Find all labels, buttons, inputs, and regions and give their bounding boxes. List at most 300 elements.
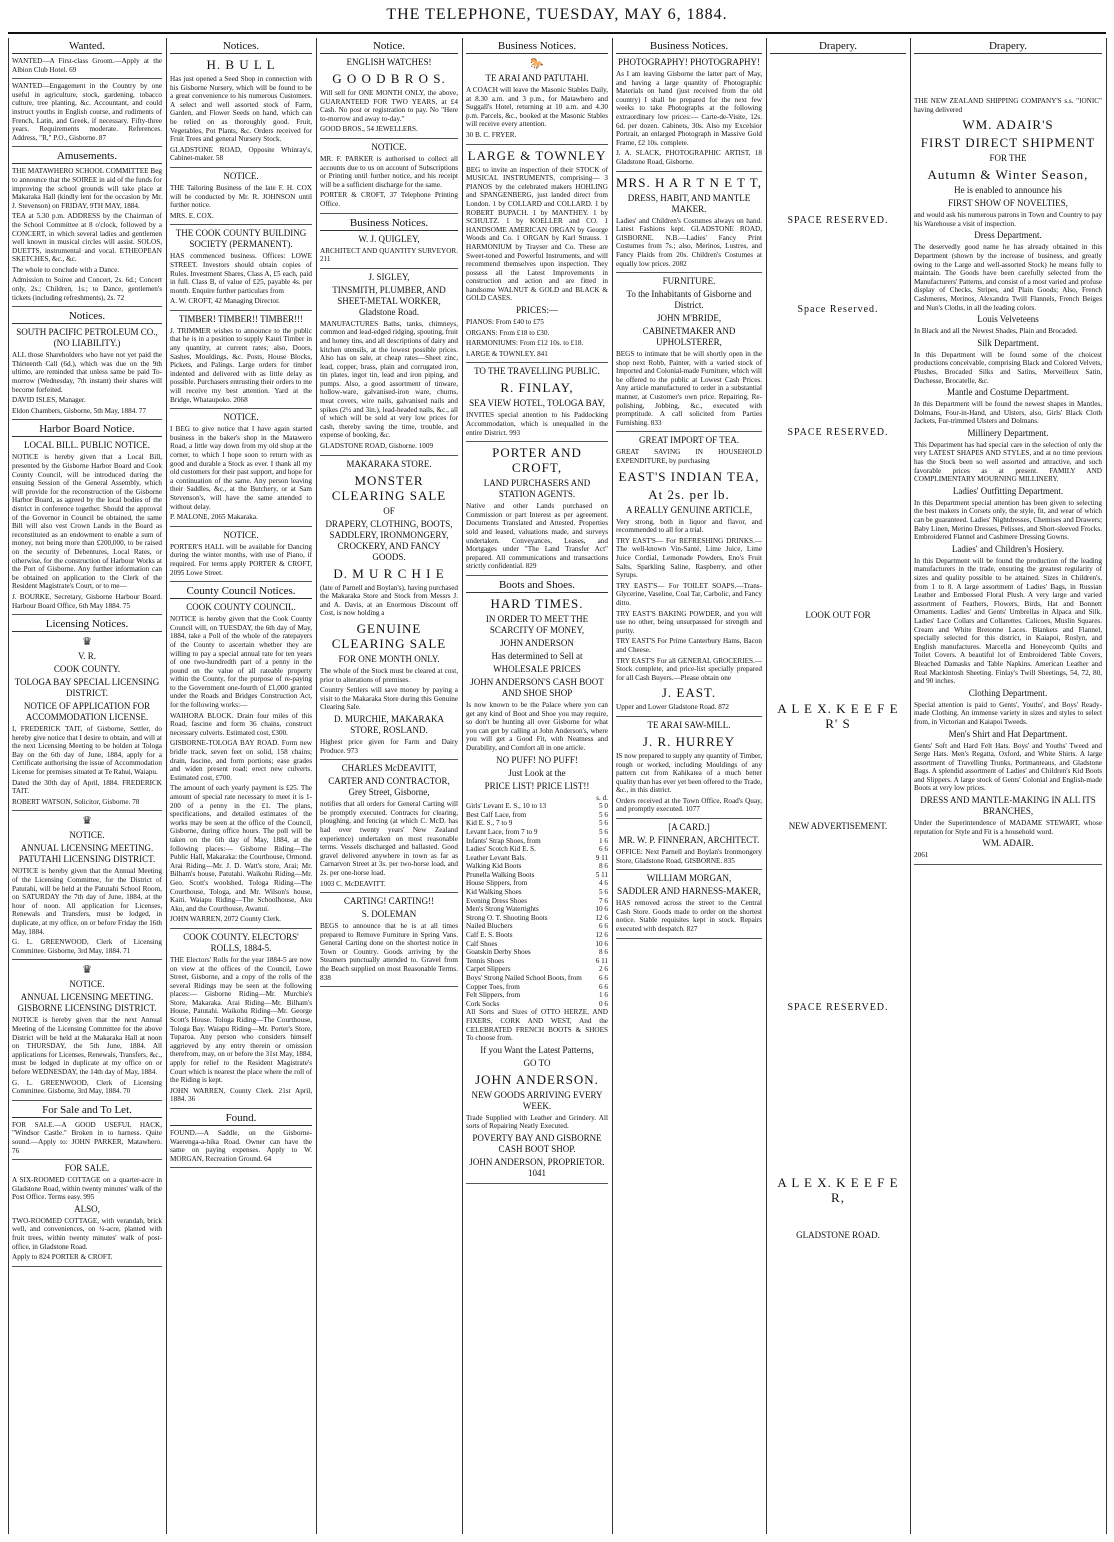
ad-east-tea	[616, 435, 762, 716]
price-value: 1 6	[599, 991, 608, 1000]
price-value: 5 6	[599, 819, 608, 828]
ad-text: and would ask his numerous patrons in Town and Country to pay his Warehouse a visit of inspection.	[914, 211, 1102, 228]
ad-title: FIRST DIRECT SHIPMENT	[920, 135, 1096, 151]
ad-subtitle: OF	[383, 505, 395, 516]
ad-text: Trade Supplied with Leather and Grindery. All sorts of Repairing Neatly Executed.	[466, 1113, 608, 1131]
price-list-row	[466, 888, 608, 897]
department-heading: Silk Department.	[977, 337, 1039, 348]
section-heading-drapery: Drapery.	[914, 40, 1102, 54]
ad-subtitle: DRESS AND MANTLE-MAKING IN ALL ITS BRANCHES,	[920, 795, 1096, 817]
column-7	[910, 38, 1106, 1534]
ad-title: WILLIAM MORGAN,	[646, 873, 732, 884]
ad-quigley	[320, 234, 458, 269]
price-item: Strong O. T. Shooting Boots	[466, 913, 548, 922]
ad-text: Under the Superintendence of MADAME STEWART, whose reputation for Style and Fit is a household word.	[914, 819, 1102, 836]
ad-text: ALL those Shareholders who have not yet paid the Thirteenth Call (6d.), which was due on the 9th ultimo, are reminded that unless same be paid To-morrow (Wednesday, 7th instant) their shares will become forfeited.	[12, 351, 162, 394]
ad-text: HAS commenced business. Offices: LOWE STREET. Investors should obtain copies of Rules. Investment Shares, Class A, £5 each, paid in full. Class B, of value of £25, payable 4s. per month. Enquire further particulars from	[170, 252, 312, 295]
ad-signature: JOHN WARREN, 2072 County Clerk.	[170, 915, 281, 924]
price-item: Calf Shoes	[466, 939, 498, 948]
price-unit-header: s. d.	[596, 793, 608, 802]
section-heading-business: Business Notices.	[616, 40, 762, 54]
ad-bull-seed-shop	[170, 57, 312, 168]
section-heading-notices: Notices.	[12, 310, 162, 324]
ad-text: In this Department will be found the newest shapes in Mantles, Dolmans, Four-in-Hand, and Ulsters, also, Girls' Black Cloth Jackets, Fur-trimmed Ulsters and Dolmans.	[914, 400, 1102, 426]
price-value: 6 11	[595, 956, 608, 965]
ad-subtitle: LAND PURCHASERS AND STATION AGENTS.	[483, 478, 591, 500]
ad-text: NOTICE is hereby given that the Cook County Council will, on TUESDAY, the 6th day of May, 1884, take a Poll of the whole of the ratepayers of the County to ascertain whether they are willing to pay a special annual rate for ten years of one two-hundredth part of a penny in the pound on the value of all rateable property within the County, for the purpose of re-paying to the Government one-fourth of £1,000 granted under the Roads and Bridges Construction Act, for the following works:—	[170, 615, 312, 710]
ad-title: D. M U R C H I E	[333, 565, 445, 581]
ad-subtitle: ALSO,	[74, 1203, 100, 1214]
price-item: Girls' Levant E. S., 10 to 13	[466, 802, 547, 811]
price-value: 6 6	[599, 922, 608, 931]
ad-text: GISBORNE-TOLOGA BAY ROAD. Form new bridle track, seven feet on solid, 158 chains; drain, fascine, and form portions; ease grades and widen present road; erect new culverts. Estimated cost, £700.	[170, 739, 312, 782]
price-list-row	[466, 837, 608, 846]
masthead: THE TELEPHONE, TUESDAY, MAY 6, 1884.	[386, 6, 728, 23]
price-item: Nailed Bluchers	[466, 922, 513, 931]
ad-title: JOHN M'BRIDE,	[656, 313, 722, 324]
ad-text: Has just opened a Seed Shop in connection with his Gisborne Nursery, which will be found to be a great convenience to his numerous Customers. A select and well assorted stock of Farm, Garden, and Flower Seeds on hand, which can be relied on as thoroughly good. Fruit, Vegetables, Pot Plants, &c. Orders received for Fruit Trees and general Nursery Stock.	[170, 75, 312, 144]
ad-title: MONSTER CLEARING SALE	[331, 472, 447, 503]
price-value: 5 11	[595, 870, 608, 879]
ad-hartnett	[616, 175, 762, 274]
ad-found-saddle	[170, 1129, 312, 1168]
ad-title: COOK COUNTY COUNCIL.	[186, 602, 296, 613]
ad-text: Dated the 30th day of April, 1884. FREDERICK TAIT.	[12, 778, 162, 796]
spacer	[770, 734, 906, 819]
ad-text: A COACH will leave the Masonic Stables Daily, at 8.30 a.m. and 3 p.m., for Matawhero and Suggall's Hotel, returning at 10 a.m. and 4.30 p.m. Parcels, &c., booked at the Masonic Stables will receive every attention.	[466, 86, 608, 129]
column-6	[766, 38, 910, 1534]
ad-title: WHOLESALE PRICES	[493, 663, 581, 674]
column-1	[8, 38, 166, 1534]
price-item: Kid Walking Shoes	[466, 888, 522, 897]
price-list-row	[466, 897, 608, 906]
price-list-row	[466, 1000, 608, 1009]
ad-text: TRY EAST'S BAKING POWDER, and you will use no other, being unsurpassed for strength and purity.	[616, 609, 762, 635]
price-list-row	[466, 845, 608, 854]
ad-text: Admission to Soiree and Concert, 2s. 6d.; Concert only, 2s.; Children, 1s.; to Dance, gentlemen's tickets (including refreshments), 2s. 72	[12, 276, 162, 302]
price-value: 8 6	[599, 862, 608, 871]
ad-sigley	[320, 272, 458, 456]
price-value: 5 0	[599, 802, 608, 811]
ad-subtitle: MAKARAKA STORE.	[346, 458, 432, 469]
price-list-row	[466, 879, 608, 888]
ad-text: NOTICE is hereby given that the Annual Meeting of the Licensing Committee, for the District of Patutahi, will be held at the Patutahi School Room, on SATURDAY the 7th day of June, 1884, at the hour of noon. All application for Licenses, Renewals and Transfers, must be lodged, in duplicate, at my office, on or before Friday the 16th May, 1884.	[12, 867, 162, 936]
royal-crest-icon: ♛	[82, 636, 92, 649]
ad-text: I BEG to give notice that I have again started business in the baker's shop in the Matawero Road, a little way down from my old shop at the corner, to which I hope soon to return with as good and durable a Stock as ever. I thank all my old customers for their past support, and hope for a continuation of the same. Any person leaving their Saddles, &c., at the Butchery, or at Sam Stevenson's, will have the same attended to without delay.	[170, 425, 312, 511]
ad-address: GLADSTONE ROAD, Gisborne. 1009	[320, 442, 434, 451]
ad-makaraka-store	[320, 459, 458, 761]
spacer	[770, 438, 906, 608]
ad-text: THE MATAWHERO SCHOOL COMMITTEE Beg to announce that the SOIREE in aid of the funds for improving the school grounds will take place at Makaraka Hall (kindly lent for the occasion by Mr. J. Stevenson) on FRIDAY, 9TH MAY, 1884.	[12, 167, 162, 210]
ad-text: TEA at 5.30 p.m. ADDRESS by the Chairman of the School Committee at 8 o'clock, followed by a CONCERT, in which several ladies and gentlemen well known in musical circles will assist. SOLOS, DUETTS, instrumental and vocal. ETHEOPEAN SKETCHES, &c., &c.	[12, 212, 162, 264]
price-list-row	[466, 940, 608, 949]
ad-building-society	[170, 228, 312, 311]
price-list	[466, 802, 608, 1008]
ad-text: HAS removed across the street to the Central Cash Store. Goods made to order on the shortest notice. Stable requisites kept in stock. Repairs executed with despatch. 827	[616, 899, 762, 934]
price-value: 0 6	[599, 999, 608, 1008]
ad-parker-accounts	[320, 142, 458, 214]
ad-text: Highest price given for Farm and Dairy Produce. 973	[320, 737, 458, 755]
price-list-row	[466, 983, 608, 992]
ad-text: Orders received at the Town Office, Road's Quay, and promptly executed. 1077	[616, 796, 762, 814]
spacer	[770, 57, 906, 217]
spacer	[770, 1208, 906, 1228]
ad-text: NOTICE is hereby given that a Local Bill, presented by the Gisborne Harbor Board and Cook County Council, will be introduced during the ensuing Session of the General Assembly, which will provide for the reconstruction of the Gisborne Harbor Board, as agreed by the local bodies of the district in conference together. Should the approval of the Governor in Council be obtained, the same Bill will also vest Crown Lands in the Board as reconstituted as an endowment to enable a sum of money, not being more than £200,000, to be raised on the security of Debentures, Local Rates, or otherwise, for the construction of Harbour Works at the Port of Gisborne. Any further information can be obtained on application to the Clerk of the Resident Magistrate's Court, or to me—	[12, 453, 162, 591]
ad-saddler	[170, 412, 312, 527]
ad-text: I, FREDERICK TAIT, of Gisborne, Settler, do hereby give notice that I desire to obtain, and will at the next Licensing Meeting to be holden at Tologa Bay on the 6th day of June, 1884, apply for a Certificate authorising the issue of Accommodation License for premises situated at Te Rahui, Waiapu.	[12, 725, 162, 777]
ad-text: INVITES special attention to his Paddocking Accommodation, which is unequalled in the entire District. 993	[466, 411, 608, 437]
ad-tologa-license	[12, 635, 162, 811]
ad-title: R. FINLAY,	[500, 380, 574, 396]
keefer-address: GLADSTONE ROAD.	[796, 1230, 880, 1241]
royal-crest-icon: ♛	[82, 815, 92, 828]
ad-timber	[170, 314, 312, 409]
price-item: Copper Toes, from	[466, 982, 520, 991]
ad-signature: 30 B. C. FRYER.	[466, 130, 517, 139]
section-heading-for-sale: For Sale and To Let.	[12, 1104, 162, 1118]
section-heading-business: Business Notices.	[466, 40, 608, 54]
ad-subtitle: TINSMITH, PLUMBER, AND SHEET-METAL WORKER, Gladstone Road.	[332, 284, 446, 317]
ad-text: Ladies' and Children's Costumes always on hand. Latest Fashions kept. GLADSTONE ROAD, GISBORNE. N.B.—Ladies' Fancy Print Costumes from 7s.; also, Merinos, Lustres, and Fancy Plaids from 20s. Children's Costumes at equally low prices. 2082	[616, 216, 762, 268]
section-heading-licensing: Licensing Notices.	[12, 618, 162, 632]
look-out-for: LOOK OUT FOR	[805, 609, 871, 620]
ad-subtitle: SEA VIEW HOTEL, TOLOGA BAY,	[469, 398, 605, 409]
ad-large-townley	[466, 148, 608, 364]
spacer	[914, 57, 1102, 97]
price-value: 5 6	[599, 827, 608, 836]
ad-mcbride-furniture	[616, 276, 762, 432]
ad-text: A SIX-ROOMED COTTAGE on a quarter-acre in Gladstone Road, within twenty minutes' walk of the Post Office. Terms easy. 995	[12, 1176, 162, 1202]
price-item: Cork Socks	[466, 999, 500, 1008]
ad-text: The amount of each yearly payment is £25. The amount of special rate necessary to meet it is 1-200 of a penny in the £1. The plans, specifications, and detailed estimates of the works may be seen at the office of the Council, Gisborne, during office hours. The poll will be taken on the 6th day of May, 1884, at the following places:— Gisborne Riding—The Public Hall, Makaraka: the Courthouse, Ormond. Arai Riding—Mr. J. D. Watt's store, Arai; Mr. Bilham's house, Patutahi. Waikohu Riding—Mr. Geo. Scott's woolshed. Tologa Riding—The Courthouse, Tologa, and Mr. Wilson's house, Kaiti. Waiapu Riding—The Schoolhouse, Aku Aku, and the Courthouse, Awanui.	[170, 784, 312, 913]
section-heading-notice: Notice.	[320, 40, 458, 54]
ad-signature: A. W. CROFT, 42 Managing Director.	[170, 297, 280, 306]
ad-text: FOR SALE.—A GOOD USEFUL HACK, "Windsor Castle." Broken in to harness. Quite sound.—Apply to: JOHN PARKER, Matawhero. 76	[12, 1120, 162, 1155]
ad-title: At 2s. per lb.	[648, 486, 730, 502]
section-heading-county-council: County Council Notices.	[170, 585, 312, 599]
price-list-row	[466, 948, 608, 957]
ad-subtitle: TO THE TRAVELLING PUBLIC.	[474, 366, 600, 377]
ad-title: PORTER AND CROFT,	[492, 445, 582, 476]
ad-coach	[466, 57, 608, 145]
ad-signature: 1003 C. McDEAVITT.	[320, 879, 386, 888]
ad-subtitle: PRICES:—	[515, 305, 558, 316]
ad-petroleum	[12, 327, 162, 420]
ad-title: S. DOLEMAN	[361, 909, 417, 920]
ad-signature: PORTER & CROFT, 37 Telephone Printing Office.	[320, 191, 458, 208]
price-value: 12 6	[595, 931, 608, 940]
ad-title: J. SIGLEY,	[368, 271, 410, 282]
price-value: 10 6	[595, 905, 608, 914]
ad-text: FOUND.—A Saddle, on the Gisborne-Waerenga-a-hika Road. Owner can have the same on paying expenses. Apply to W. MORGAN, Recreation Ground. 64	[170, 1129, 312, 1163]
ad-title: W. J. QUIGLEY,	[358, 233, 420, 244]
price-value: 8 6	[599, 948, 608, 957]
ad-wanted-groom	[12, 57, 162, 79]
price-value: 9 11	[595, 853, 608, 862]
ad-title: NOTICE.	[223, 529, 259, 540]
department-heading: Men's Shirt and Hat Department.	[948, 728, 1068, 739]
ad-title: Autumn & Winter Season,	[927, 167, 1089, 183]
ad-title: JOHN ANDERSON	[500, 637, 574, 648]
ad-address: Upper and Lower Gladstone Road. 872	[616, 703, 729, 712]
ad-text: ARCHITECT AND QUANTITY SURVEYOR. 211	[320, 246, 458, 264]
ad-text: BEG to invite an inspection of their STOCK of MUSICAL INSTRUMENTS, comprising— 3 PIANOS by the celebrated makers HOHLING and SPANGENBERG, just landed direct from London. 1 by COLLARD and COLLARD. 1 by ROBERT BUPACH. 1 by MANTHEY. 1 by SCHULTZ. 1 by KOELLER and CO. 1 HANDSOME AMERICAN ORGAN by George Woods and Co. 1 ORGAN by Karl Strauss. 1 HARMONIUM by Trayser and Co. These are Sweet-toned and Powerful Instruments, and will recommend themselves upon inspection. They possess all the Latest Improvements in construction and action and are fitted in handsome WALNUT & GOLD and BLACK & GOLD CASES.	[466, 165, 608, 303]
ad-subtitle: ANNUAL LICENSING MEETING. PATUTAHI LICENSING DISTRICT.	[18, 843, 156, 865]
ad-county-poll	[170, 602, 312, 929]
ad-text: Is now known to be the Palace where you can get any kind of Boot and Shoe you may require, so don't be hunting all over Gisborne for what you can get by calling at John Anderson's, where you will get a Good Fit, with Neatness and Durability, and Comfort all in one article.	[466, 700, 608, 752]
coach-icon: 🐎	[530, 58, 544, 70]
ad-text: TWO-ROOMED COTTAGE, with verandah, brick well, and conveniences, on ¼-acre, planted with fruit trees, within twenty minutes' walk of post-office, in Gladstone Road.	[12, 1216, 162, 1251]
ad-text: Special attention is paid to Gents', Youths', and Boys' Ready-made Clothing. An immense variety in sizes and styles to select from, in Victorian and Kaiapoi Tweeds.	[914, 700, 1102, 726]
ad-title: LARGE & TOWNLEY	[467, 147, 607, 163]
ad-title: CHARLES McDEAVITT,	[341, 763, 437, 774]
price-list-row	[466, 862, 608, 871]
price-item: Ladies' Scotch Kid E. S.	[466, 845, 536, 854]
price-value: 6 6	[599, 982, 608, 991]
ad-text: MANUFACTURES Baths, tanks, chimneys, common and lead-edged ridging, spouting, fruit and honey tins, and all descriptions of dairy and kitchen utensils, at the lowest possible prices. Also has on sale, at cheap rates—Sheet zinc, lead, copper, brass, plain and corrugated iron, tin plates, ingot tin, lead and iron piping, and pumps. Also, a good assortment of tinware, hollow-ware, galvanised-iron ware, churns, meat covers, wire nails, galvanised nails and spikes (2½ and 3in.), lead-headed nails, &c., all of which will be sold at very low prices for cash, thereby saving the time, trouble, and expense of booking, &c.	[320, 319, 458, 440]
price-list-row	[466, 819, 608, 828]
price-list-row	[466, 871, 608, 880]
ad-text: BEGS to announce that he is at all times prepared to Remove Furniture in Spring Vans. General Carting done on the shortest notice in Town or Country. Goods arriving by the Steamers punctually attended to. Gravel from the Beach supplied on most Reasonable Terms. 838	[320, 922, 458, 982]
ad-title: TE ARAI AND PATUTAHI.	[485, 73, 589, 83]
ad-text: The whole to conclude with a Dance.	[12, 265, 120, 274]
department-heading: Millinery Department.	[967, 427, 1049, 438]
department-heading: Louis Velveteens	[977, 314, 1039, 325]
price-item: Calf E. S. Boots	[466, 931, 513, 940]
ad-electors-rolls	[170, 932, 312, 1109]
ad-subtitle: If you Want the Latest Patterns,	[480, 1044, 594, 1055]
ad-morgan-saddler	[616, 873, 762, 938]
ad-subtitle: TE ARAI SAW-MILL.	[647, 719, 731, 730]
ad-number: 2061	[914, 851, 929, 860]
ad-title: MR. W. P. FINNERAN, ARCHITECT.	[618, 835, 760, 846]
ad-harbor-bill	[12, 440, 162, 615]
ad-title: J. EAST.	[661, 685, 717, 701]
column-3	[316, 38, 462, 1534]
ad-mcdevitt	[320, 763, 458, 893]
ad-subtitle: To the Inhabitants of Gisborne and District.	[626, 289, 752, 311]
ad-title: NOTICE.	[69, 830, 105, 841]
ad-text: NOTICE is hereby given that the next Annual Meeting of the Licensing Committee for the above District will be held at the Makaraka Hall at noon on THURSDAY, the 5th June, 1884. All applications for Licenses, Renewals, Transfers, &c., must be lodged in duplicate at my office on or before WEDNESDAY, the 14th day of May, 1884.	[12, 1016, 162, 1076]
price-item: Felt Slippers, from	[466, 991, 521, 1000]
ad-text: In this Department special attention has been given to selecting the best makers in Corsets only, the style, fit, and wear of which can be guaranteed. Ladies' Nightdresses, Chemises and Drawers; Baby Linen, Merino Dresses, Pelisses, and Short-sleeved Frocks. Embroidered Flannel and Cashmere Dressing Gowns.	[914, 498, 1102, 542]
ad-signature: Apply to 824 PORTER & CROFT.	[12, 1253, 113, 1262]
ad-school-soiree	[12, 167, 162, 307]
ad-title: PRICE LIST! PRICE LIST!!	[484, 780, 590, 791]
ad-subtitle: A REALLY GENUINE ARTICLE,	[625, 504, 753, 515]
ad-subtitle: ANNUAL LICENSING MEETING. GISBORNE LICENSING DISTRICT.	[17, 992, 157, 1014]
spacer	[770, 226, 906, 306]
ad-hurrey-sawmill	[616, 720, 762, 819]
ad-text: In Black and all the Newest Shades, Plain and Brocaded.	[914, 327, 1078, 336]
ad-photography	[616, 57, 762, 172]
ad-text: notifies that all orders for General Carting will be promptly executed. Contracts for clearing, ploughing, and fencing (at which C. McD. has had over twenty years' New Zealand experience) undertaken on most reasonable terms. Vessels discharged and ballasted. Good gravel delivered anywhere in town as far as Carnarvon Street at 3s. per two-horse load, and 2s. per one-horse load.	[320, 800, 458, 877]
ad-title: NOTICE.	[223, 412, 259, 423]
ad-title: J. R. HURREY	[642, 733, 736, 749]
ad-subtitle: CARTER AND CONTRACTOR, Grey Street, Gisborne,	[328, 776, 450, 798]
ad-text: This Department has had special care in the selection of only the very LATEST SHAPES AND STYLES, and at no time previous has the Stock been so well assorted and attractive, and such favorable prices as at present. FAMILY AND COMPLIMENTARY MOURNING MILLINERY.	[914, 440, 1102, 484]
ad-subtitle: [A CARD.]	[668, 822, 710, 833]
price-item: Infants' Strap Shoes, from	[466, 836, 541, 845]
ad-text: PORTER'S HALL will be available for Dancing during the winter months, with use of Piano, if required. For terms apply PORTER & CROFT, 2095 Lowe Street.	[170, 542, 312, 577]
ad-subtitle: Has determined to Sell at	[491, 650, 583, 661]
ad-finlay	[466, 366, 608, 442]
ad-text: BEGS to intimate that he will shortly open in the shop next Robb, Painter, with a varied stock of Imported and Colonial-made Furniture, which will be offered to the public at Lowest Cash Prices. Any article manufactured to order in a substantial manner, at Customer's own price. Repairing, Re-polishing, Jobbing, &c., executed with promptitude. A call solicited from Parties Furnishing. 833	[616, 350, 762, 427]
new-advertisement: NEW ADVERTISEMENT.	[788, 820, 888, 831]
ad-text: THE Tailoring Business of the late F. H. COX will be conducted by Mr. R. JOHNSON until further notice.	[170, 183, 312, 210]
ad-porter-croft-land	[466, 445, 608, 576]
ad-adair-drapery	[914, 97, 1102, 865]
ad-subtitle: JOHN ANDERSON'S CASH BOOT AND SHOE SHOP	[470, 676, 604, 698]
spacer	[770, 314, 906, 429]
ad-text: MR. F. PARKER is authorised to collect all accounts due to us on account of Subscriptions or Printing until further notice, and his receipt will be a sufficient discharge for the same.	[320, 154, 458, 189]
ad-text: PIANOS: From £40 to £75	[466, 318, 544, 327]
ad-patutahi-licensing	[12, 814, 162, 960]
ad-text: TRY EAST'S For all GENERAL GROCERIES.—Stock complete, and price-list specially prepared for all Cash Buyers.—Please obtain one	[616, 656, 762, 682]
ad-porters-hall	[170, 530, 312, 582]
ad-text: (late of Parnell and Boylan's), having purchased the Makaraka Store and Stock from Messrs J. and A. Davis, at an Enormous Discount off Cost, is now holding a	[320, 583, 459, 618]
ad-signature: D. MURCHIE, MAKARAKA STORE, ROSLAND.	[333, 713, 444, 735]
price-item: Prunella Walking Boots	[466, 870, 535, 879]
column-5	[612, 38, 766, 1534]
ad-doleman-carting	[320, 896, 458, 987]
ad-title: MRS. H A R T N E T T,	[616, 174, 762, 190]
department-heading: Ladies' Outfitting Department.	[952, 485, 1064, 496]
ad-gisborne-licensing	[12, 963, 162, 1100]
ad-title: WM. ADAIR'S	[962, 117, 1054, 133]
ad-subtitle: GO TO	[523, 1057, 551, 1068]
price-list-row	[466, 802, 608, 811]
ad-subtitle: Just Look at the	[508, 767, 566, 778]
price-list-row	[466, 974, 608, 983]
ad-title: HARD TIMES.	[490, 595, 584, 611]
ad-title: PHOTOGRAPHY! PHOTOGRAPHY!	[618, 57, 760, 67]
section-heading-found: Found.	[170, 1112, 312, 1126]
department-heading: Ladies' and Children's Hosiery.	[951, 543, 1065, 554]
ad-title: COOK COUNTY. ELECTORS' ROLLS, 1884-5.	[183, 931, 299, 953]
ad-signature: WM. ADAIR.	[982, 838, 1034, 849]
section-heading-harbor: Harbor Board Notice.	[12, 423, 162, 437]
ad-text: The deservedly good name he has already obtained in this Department (shown by the increase of business, and greatly owing to the Large and well-assorted Stock) he means fully to maintain. The Goods have been carefully selected from the Manufacturers' Patterns, and consist of a most varied and profuse display of Checks, Stripes, and Plain Goods; Also, French Cashmeres, Merinos, Alexandra Twill Flannels, French Beiges and Nun's Cloths, in all the leading colors.	[914, 243, 1102, 312]
ad-finneran	[616, 822, 762, 870]
ad-subtitle: TOLOGA BAY SPECIAL LICENSING DISTRICT.	[14, 677, 160, 699]
price-item: Tennis Shoes	[466, 956, 505, 965]
price-list-row	[466, 957, 608, 966]
ad-title: FURNITURE.	[662, 276, 716, 287]
ad-title: NOTICE.	[69, 979, 105, 990]
ad-title: TIMBER! TIMBER!! TIMBER!!!	[178, 313, 304, 324]
ad-text: THE NEW ZEALAND SHIPPING COMPANY'S s.s. "IONIC" having delivered	[914, 97, 1102, 114]
ad-signature: MRS. E. COX.	[170, 211, 214, 220]
ad-text: TRY EAST'S— For REFRESHING DRINKS.—The well-known Vin-Santé, Lime Juice, Lime Juice Cordial, Lemonade Powders, Eno's Fruit Salts, Sparkling Saline, Raspberry, and other Syrups.	[616, 536, 762, 580]
ad-address: GLADSTONE ROAD, Opposite Whinray's, Cabinet-maker. 58	[170, 145, 312, 163]
ad-wanted-engagement	[12, 82, 162, 147]
price-list-row	[466, 922, 608, 931]
space-reserved: SPACE RESERVED.	[787, 215, 889, 226]
ad-title: FOR SALE.	[64, 1163, 110, 1174]
ad-title: H. B U L L	[206, 57, 276, 72]
section-heading-drapery: Drapery.	[770, 40, 906, 54]
ad-good-bros	[320, 57, 458, 139]
ad-title: GENUINE CLEARING SALE	[331, 621, 447, 651]
column-4	[462, 38, 612, 1534]
ad-subtitle: POVERTY BAY AND GISBORNE CASH BOOT SHOP.	[472, 1132, 602, 1154]
ad-signature: G. L. GREENWOOD, Clerk of Licensing Committee. Gisborne, 3rd May, 1884. 70	[12, 1078, 162, 1096]
price-list-row	[466, 965, 608, 974]
ad-title: NOTICE.	[223, 170, 259, 181]
ad-title: LOCAL BILL. PUBLIC NOTICE.	[24, 440, 150, 451]
price-list-row	[466, 811, 608, 820]
spacer	[770, 834, 906, 1004]
ad-subtitle: CABINETMAKER AND UPHOLSTERER,	[642, 326, 736, 348]
ad-text: WANTED—A First-class Groom.—Apply at the Albion Club Hotel. 69	[12, 57, 162, 74]
ad-text: WANTED—Engagement in the Country by one useful in agriculture, stock, gardening, tobacco culture, tree planting, &c. Accountant, and could instruct youths in English course, and rudiments of French, Latin, and Greek, if necessary. Fifty-three years. Requirements moderate. References. Address, "R," P.O., Gisborne. 87	[12, 82, 162, 142]
ad-subtitle: ENGLISH WATCHES!	[346, 57, 432, 67]
ad-text: Very strong, both in liquor and flavor, and recommended to all for a trial.	[616, 517, 762, 535]
price-item: Men's Strong Watertights	[466, 905, 539, 914]
ad-signature: JOHN WARREN, County Clerk. 21st April, 1884. 36	[170, 1086, 312, 1104]
section-heading-wanted: Wanted.	[12, 40, 162, 54]
price-value: 10 6	[595, 939, 608, 948]
column-rule	[1106, 38, 1107, 1534]
ad-text: OFFICE: Next Parnell and Boylan's Ironmongery Store, Gladstone Road, GISBORNE. 835	[616, 848, 762, 865]
price-list-row	[466, 828, 608, 837]
ad-subtitle: FOR ONE MONTH ONLY.	[338, 654, 440, 664]
ad-title: JOHN ANDERSON.	[475, 1071, 599, 1087]
royal-crest-icon: ♛	[82, 964, 92, 977]
ad-text: Gents' Soft and Hard Felt Hats. Boys' and Youths' Tweed and Serge Hats. Men's Regatta, Oxford, and White Shirts. A large assortment of Travelling Trunks, Portmanteaus, and Gladstone Bags. A splendid assortment of Ladies' and Children's Kid Boots and Slippers. A large stock of Gents' Colonial and English-made Boots at very low prices.	[914, 741, 1102, 793]
ad-text: TRY EAST'S— For TOILET SOAPS.—Trans-Glycerine, Vaseline, Coal Tar, Carbolic, and Fancy ditto.	[616, 581, 762, 607]
ad-address: Eldon Chambers, Gisborne, 5th May, 1884. 77	[12, 406, 147, 415]
ad-signature: G. L. GREENWOOD, Clerk of Licensing Committee. Gisborne, 3rd May, 1884. 71	[12, 938, 162, 955]
ad-subtitle: SADDLER AND HARNESS-MAKER,	[617, 886, 761, 897]
ad-text: All Sorts and Sizes of OTTO HERZE, AND FIXERS, CORK AND WEST, And the CELEBRATED FRENCH BOOTS & SHOES To choose from.	[466, 1008, 608, 1043]
price-item: Goatskin Derby Shoes	[466, 948, 531, 957]
ad-subtitle: FIRST SHOW OF NOVELTIES,	[948, 198, 1068, 209]
ad-title: V. R.	[77, 651, 97, 662]
ad-signature: J. BOURKE, Secretary, Gisborne Harbour Board. Harbour Board Office, 6th May 1884. 75	[12, 592, 162, 610]
ad-text: Country Settlers will save money by paying a visit to the Makaraka Store during this Genuine Clearing Sale.	[320, 686, 458, 712]
price-value: 5 6	[599, 888, 608, 897]
price-value: 4 6	[599, 879, 608, 888]
ad-title: EAST'S INDIAN TEA,	[618, 468, 760, 484]
ad-anderson-boots	[466, 596, 608, 1184]
price-value: 7 6	[599, 896, 608, 905]
price-item: Best Calf Lace, from	[466, 810, 527, 819]
ad-signature: ROBERT WATSON, Solicitor, Gisborne. 78	[12, 797, 140, 806]
price-item: House Slippers, from	[466, 879, 528, 888]
price-value: 12 6	[595, 913, 608, 922]
section-heading-amusements: Amusements.	[12, 150, 162, 164]
ad-sale-horse	[12, 1121, 162, 1160]
ad-title: NOTICE.	[371, 141, 407, 152]
department-heading: Dress Department.	[974, 230, 1042, 241]
ad-text: ORGANS: From £18 to £30.	[466, 328, 550, 337]
ad-text: The whole of the Stock must be cleared at cost, prior to alterations of premises.	[320, 667, 458, 684]
ad-text: TRY EAST'S For Prime Canterbury Hams, Bacon and Cheese.	[616, 637, 762, 654]
ad-text: As I am leaving Gisborne the latter part of May, and having a large quantity of Photographic Materials on hand (just received from the old country) I shall be prepared for the next few weeks to take Photographs at the following extraordinary low prices:— Carte-de-Visite, 12s. 6d. per dozen. Cabinets, 30s. Also my Excelsior Portrait, an enlarged Photograph in Massive Gold Frame, £2 10s. complete.	[616, 70, 762, 147]
price-list-row	[466, 914, 608, 923]
space-reserved: Space Reserved.	[797, 303, 879, 315]
ad-subtitle: COOK COUNTY.	[53, 664, 121, 675]
price-value: 2 6	[599, 965, 608, 974]
ad-text: THE Electors' Rolls for the year 1884-5 are now on view at the offices of the Council, Lowe Street, Gisborne, and a copy of the rolls of the several Ridings may be seen at the following places:— Gisborne Riding—Mr. Murchie's Store, Makaraka. Arai Riding—Mr. Bilham's House, Patutahi. Waikohu Riding—Mr. George Scott's House. Tologa Riding—The Courthouse, Tologa Bay. Waiapu Riding—Mr. Porter's Store, Tuparoa. Any person who considers himself aggrieved by any entry therein or omission therefrom, may, on or before the 31st May, 1884, apply for relief to the Resident Magistrate's Court which is nearest the place where the roll of the Riding is kept.	[170, 955, 312, 1085]
ad-text: Will sell for ONE MONTH ONLY, the above, GUARANTEED FOR TWO YEARS, at £4 Cash. No post or registration to pay. No "Here to-morrow and away to-day."	[320, 89, 458, 123]
ad-text: GREAT SAVING IN HOUSEHOLD EXPENDITURE, by purchasing	[616, 448, 762, 466]
ad-sale-cottage	[12, 1163, 162, 1267]
section-heading-business: Business Notices.	[320, 217, 458, 231]
ad-subtitle: FOR THE	[989, 153, 1027, 164]
